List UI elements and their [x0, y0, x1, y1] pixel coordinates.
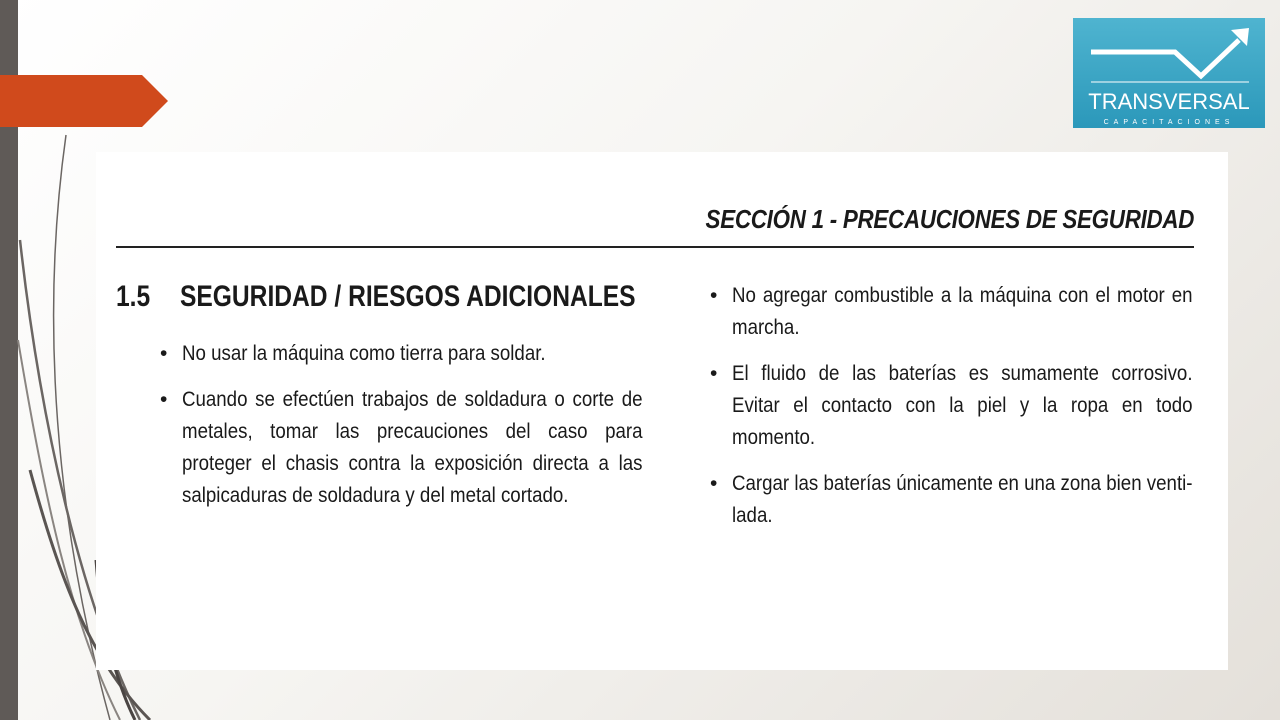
list-item: • No usar la máquina como tierra para soldar. — [160, 338, 644, 370]
orange-arrow-shape — [0, 75, 168, 127]
subsection-title: SEGURIDAD / RIESGOS ADICIONALES — [179, 280, 636, 313]
logo-subtitle: CAPACITACIONES — [1103, 119, 1235, 126]
list-item: • Cargar las baterías únicamente en una zona bien venti-lada. — [710, 468, 1194, 532]
right-bullet-list — [710, 280, 1194, 546]
section-header: SECCIÓN 1 - PRECAUCIONES DE SEGURIDAD — [705, 204, 1194, 234]
subsection-heading — [116, 280, 636, 314]
trend-arrow-icon — [1073, 18, 1265, 98]
document-page — [96, 152, 1228, 670]
logo-title: TRANSVERSAL — [1088, 89, 1250, 114]
transversal-logo — [1073, 18, 1265, 128]
list-item: • No agregar combustible a la máquina con el motor en marcha. — [710, 280, 1194, 344]
subsection-number: 1.5 — [116, 280, 151, 313]
header-rule — [116, 246, 1194, 248]
list-item: • El fluido de las baterías es sumamente corrosivo. Evitar el contacto con la piel y la ropa en todo momento. — [710, 358, 1194, 454]
left-bullet-list — [160, 338, 644, 526]
list-item: • Cuando se efectúen trabajos de soldadura o corte de metales, tomar las precauciones del caso para proteger el chasis contra la exposición directa a las salpicaduras de soldadura y del metal cortado. — [160, 384, 644, 512]
